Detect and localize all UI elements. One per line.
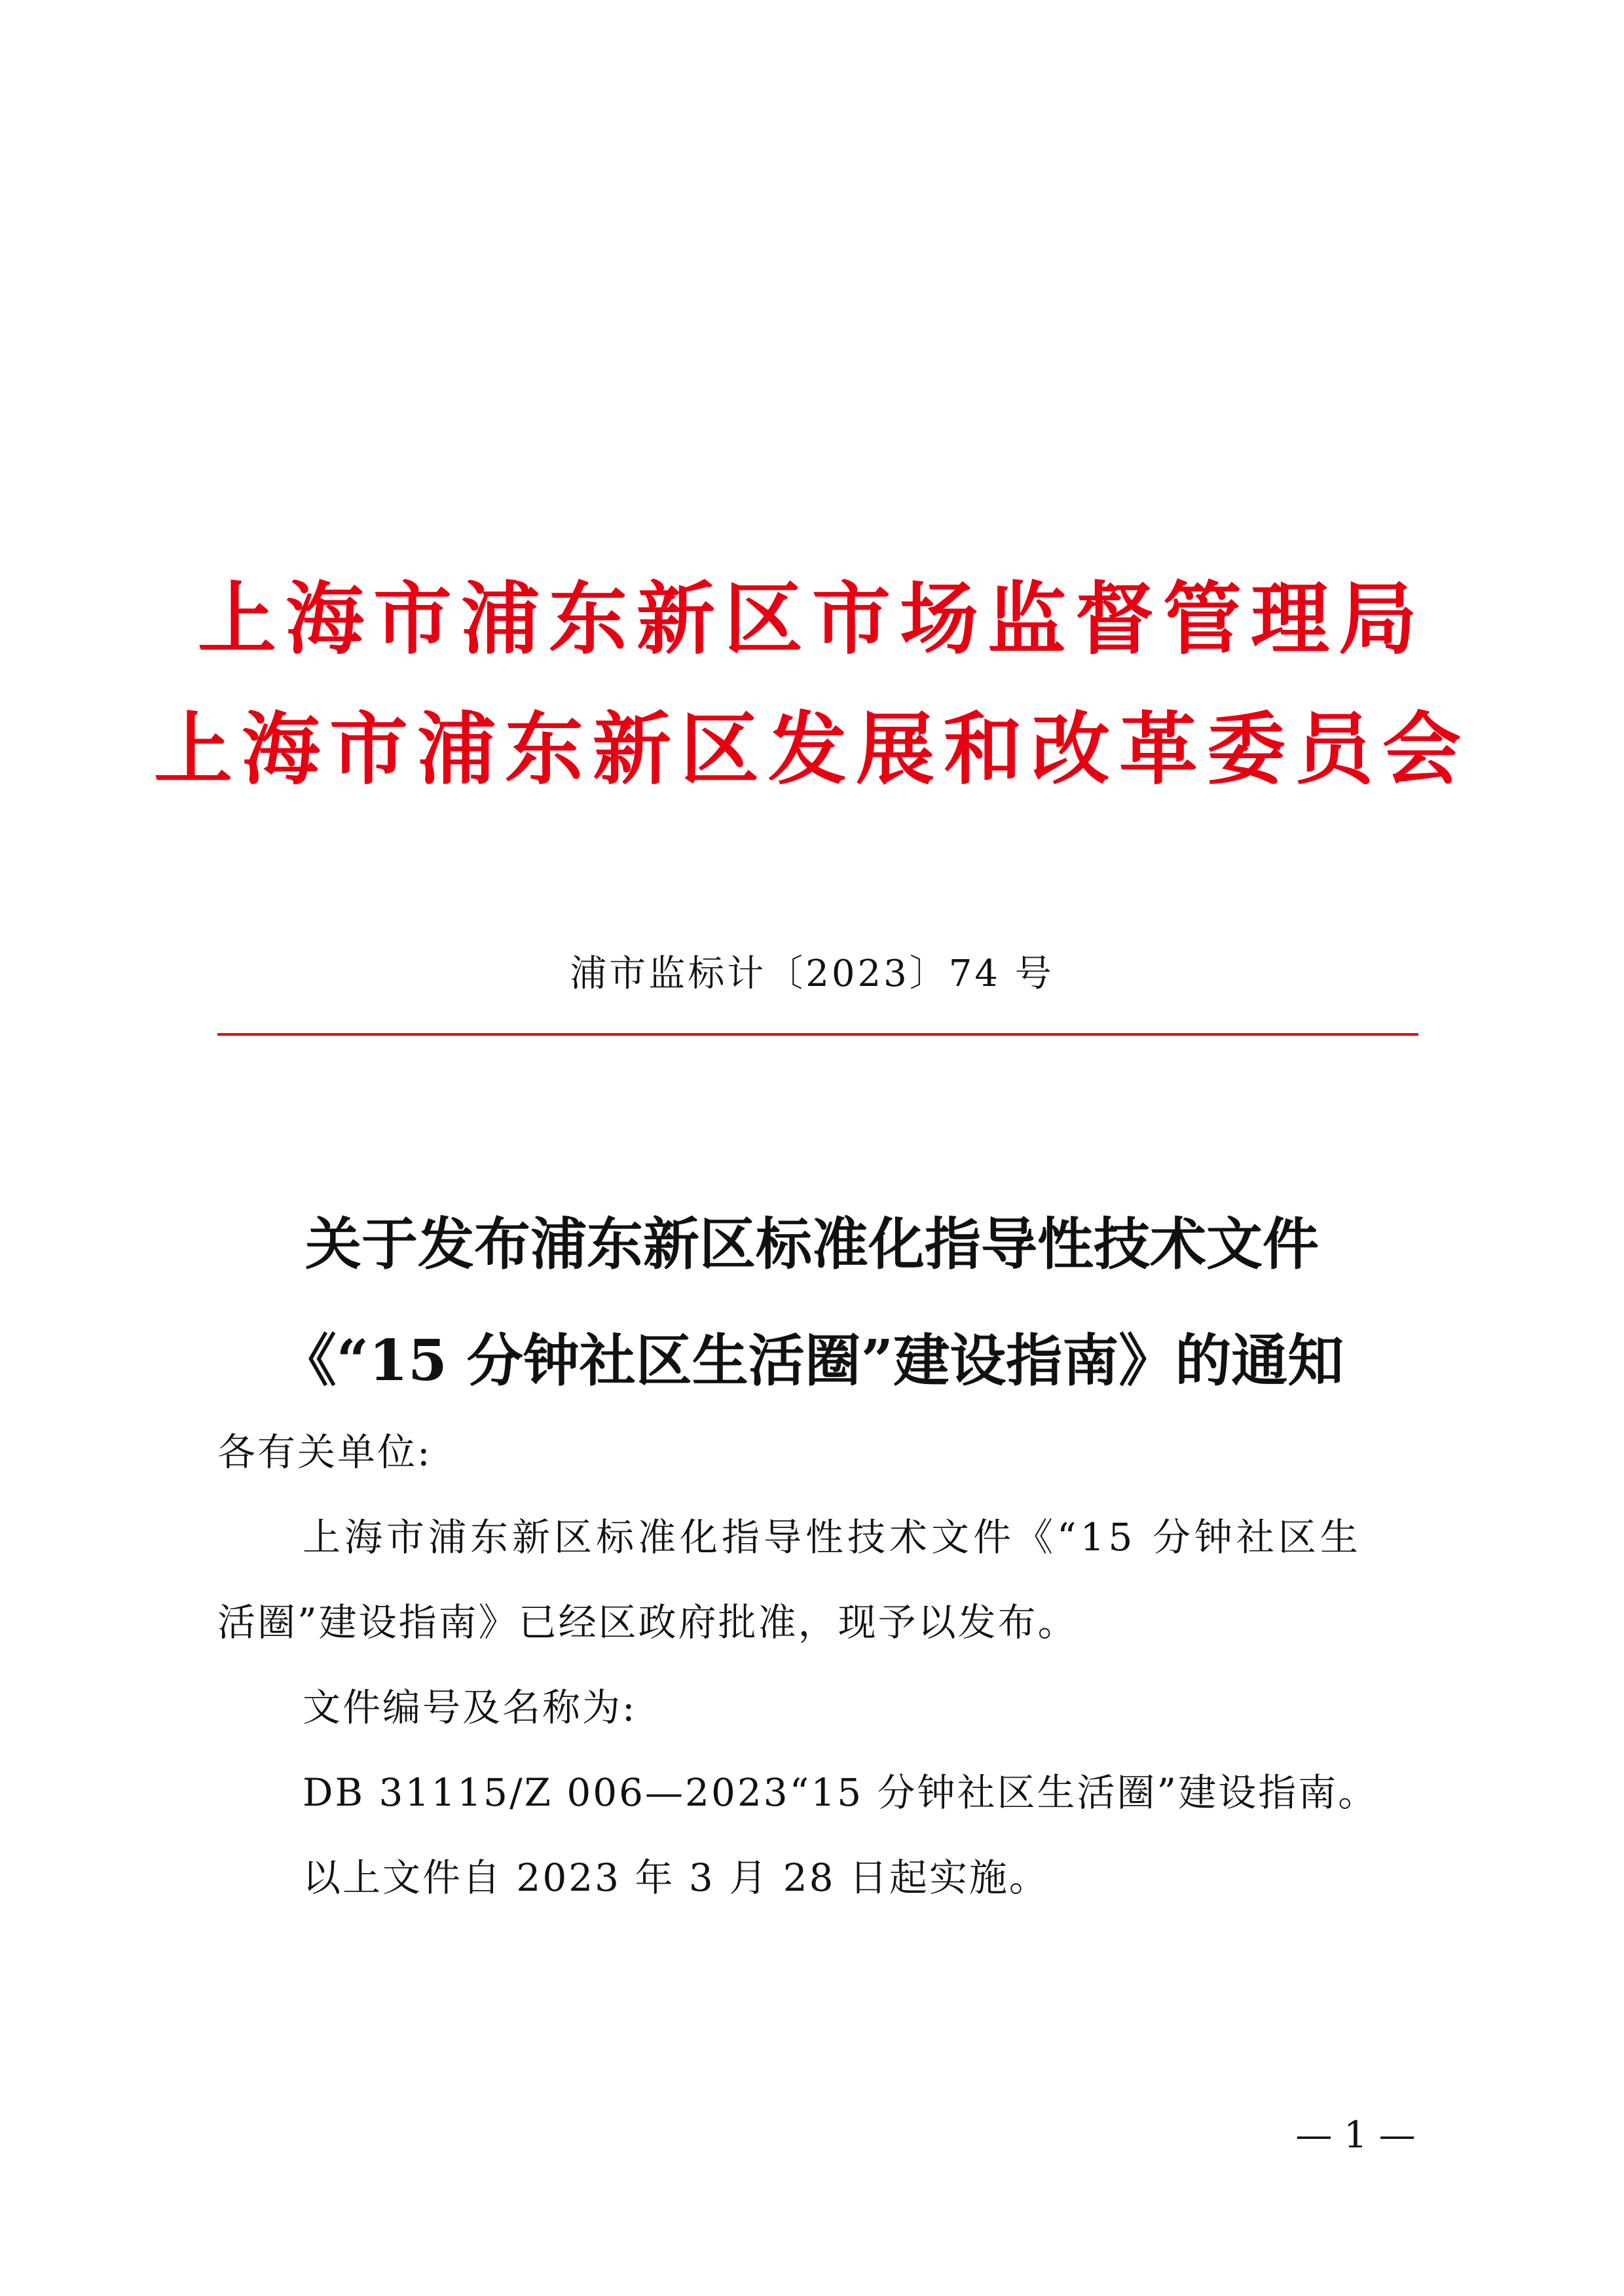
paragraph-2: 文件编号及名称为: xyxy=(303,1685,637,1730)
paragraph-4: 以上文件自 2023 年 3 月 28 日起实施。 xyxy=(303,1855,1049,1900)
page-number: — 1 — xyxy=(1295,2114,1416,2157)
paragraph-3: DB 31115/Z 006—2023“15 分钟社区生活圈”建设指南。 xyxy=(303,1770,1378,1815)
red-separator-line xyxy=(217,1033,1418,1036)
salutation: 各有关单位: xyxy=(217,1430,432,1474)
issuer-line-1: 上海市浦东新区市场监督管理局 xyxy=(198,573,1426,665)
paragraph-1-line-2: 活圈”建设指南》已经区政府批准，现予以发布。 xyxy=(217,1600,1078,1645)
paragraph-1-line-1: 上海市浦东新区标准化指导性技术文件《“15 分钟社区生 xyxy=(303,1515,1362,1559)
issuer-line-2: 上海市浦东新区发展和改革委员会 xyxy=(154,703,1470,795)
document-number: 浦市监标计〔2023〕74 号 xyxy=(570,953,1054,995)
document-title-line-2: 《“15 分钟社区生活圈”建设指南》的通知 xyxy=(280,1328,1344,1394)
document-title-line-1: 关于发布浦东新区标准化指导性技术文件 xyxy=(305,1211,1319,1277)
